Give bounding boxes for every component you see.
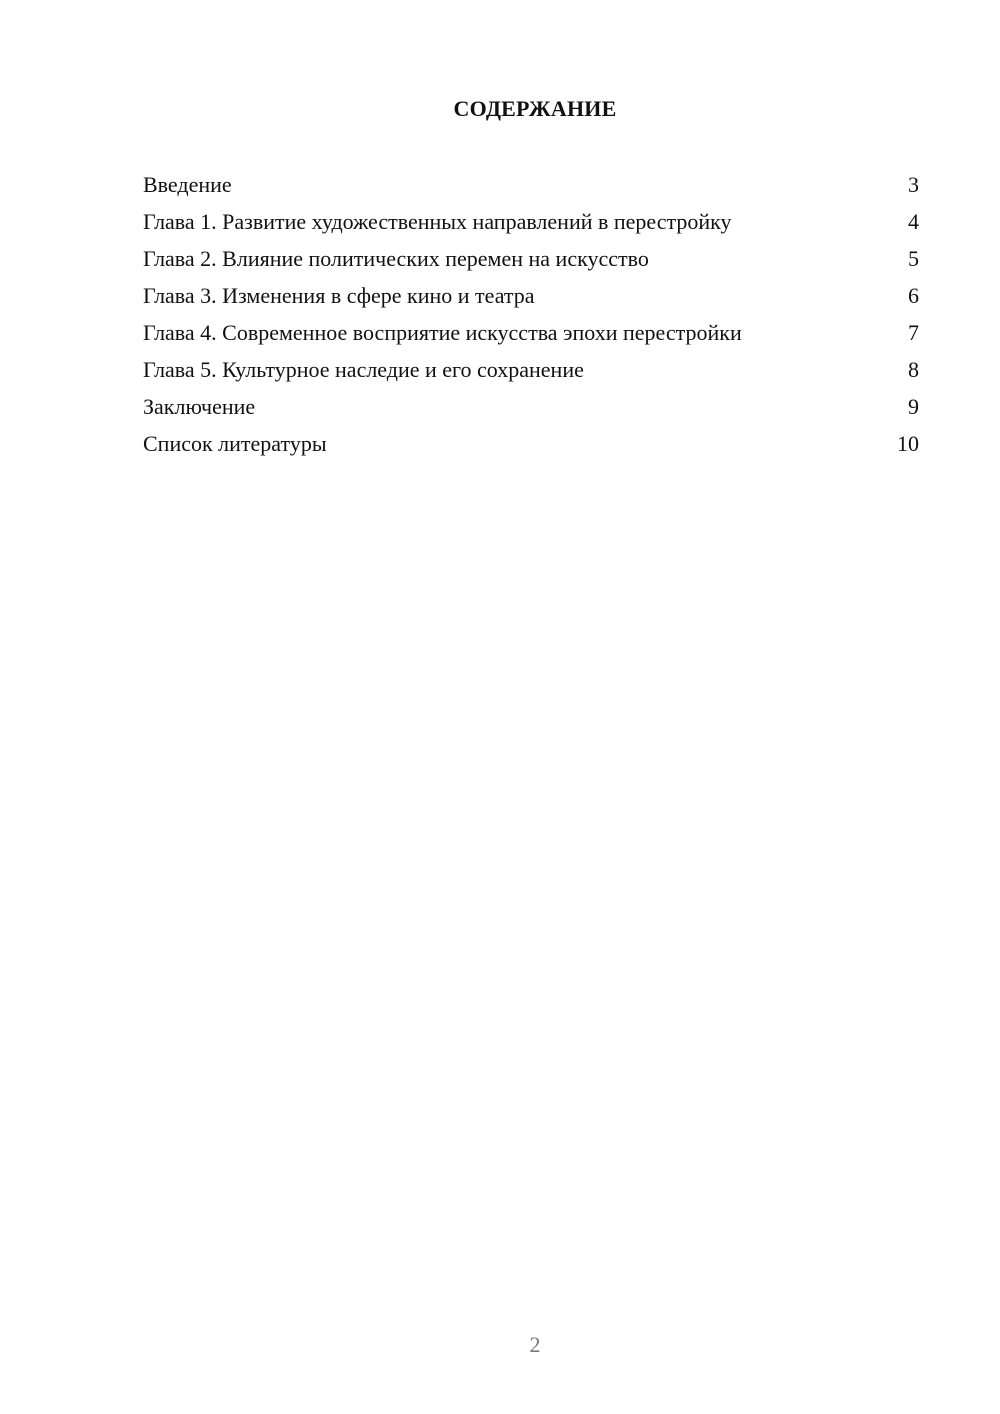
toc-entry-page: 7	[908, 320, 919, 345]
toc-entry-chapter-5	[143, 353, 919, 390]
toc-entry-label: Введение	[143, 172, 232, 197]
toc-entry-page: 8	[908, 357, 919, 382]
table-of-contents	[143, 168, 919, 464]
toc-entry-page: 3	[908, 172, 919, 197]
toc-entry-page: 5	[908, 246, 919, 271]
page-number: 2	[529, 1332, 541, 1357]
toc-entry-conclusion	[143, 390, 919, 427]
toc-entry-label: Глава 2. Влияние политических перемен на искусство	[143, 246, 649, 271]
toc-heading: СОДЕРЖАНИЕ	[453, 96, 617, 121]
toc-entry-label: Заключение	[143, 394, 256, 419]
toc-entry-page: 4	[908, 209, 919, 234]
toc-entry-page: 6	[908, 283, 919, 308]
toc-entry-label: Глава 3. Изменения в сфере кино и театра	[143, 283, 535, 308]
toc-entry-page: 9	[908, 394, 919, 419]
toc-entry-chapter-2	[143, 242, 919, 279]
toc-entry-chapter-1	[143, 205, 919, 242]
toc-entry-chapter-4	[143, 316, 919, 353]
toc-entry-chapter-3	[143, 279, 919, 316]
toc-entry-page: 10	[897, 431, 919, 456]
toc-entry-references	[143, 427, 919, 464]
toc-entry-introduction	[143, 168, 919, 205]
toc-entry-label: Глава 4. Современное восприятие искусства эпохи перестройки	[143, 320, 742, 345]
toc-entry-label: Глава 5. Культурное наследие и его сохранение	[143, 357, 584, 382]
toc-entry-label: Список литературы	[143, 431, 327, 456]
toc-entry-label: Глава 1. Развитие художественных направлений в перестройку	[143, 209, 732, 234]
